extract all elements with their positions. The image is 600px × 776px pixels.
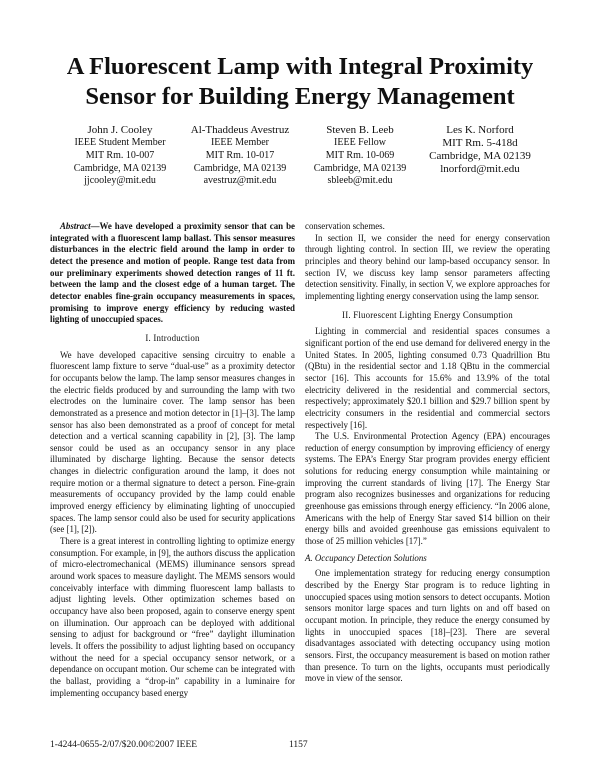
section-2-paragraph-2: The U.S. Environmental Protection Agency (EPA) encourages reduction of energy consumption by improving efficiency of energy systems. The EPA’s Energy Star program provides energy efficient solutions for reducing energy consumption while maintaining or improving the current standards of living [17]. The Energy Star program also recognizes businesses and organizations for reducing greenhouse gas emissions through energy efficiency. “In 2006 alone, Americans with the help of Energy Star saved $14 billion on their energy bills and avoided greenhouse gas emissions equivalent to those of 25 million vehicles [17].”	[305, 431, 550, 547]
author-room: MIT Rm. 10-007	[85, 149, 155, 161]
section-1-heading: I. Introduction	[145, 332, 200, 343]
author-name: Al-Thaddeus Avestruz	[190, 124, 290, 136]
author-email: sbleeb@mit.edu	[327, 175, 393, 187]
abstract	[50, 221, 295, 326]
author-city: Cambridge, MA 02139	[313, 162, 407, 174]
title-line-1: A Fluorescent Lamp with Integral Proximity	[66, 53, 534, 80]
author-name: John J. Cooley	[87, 124, 153, 136]
author-room: MIT Rm. 10-017	[205, 149, 275, 161]
author-affiliation: IEEE Fellow	[334, 137, 386, 148]
author-norford	[420, 124, 540, 176]
section-1-paragraph-1: We have developed capacitive sensing circuitry to enable a fluorescent lamp fixture to serve “dual-use” as a proximity detector for occupants below the lamp. The lamp sensor measures changes in the electric fields produced by and surrounding the lamp with two electrodes on the luminaire cover. The lamp sensor has been demonstrated as a presence and motion detector in [1]–[3]. The lamp sensor has also been demonstrated as a proof of concept for metal detection and a vertical scanning capability in [2], [3]. The lamp sensor could be used as an occupancy sensor in any place illuminated by discharge lighting. Because the sensor detects changes in dielectric configuration around the lamp, it does not require motion or a thermal signature to detect a person. Fine-grain measurements of occupancy provided by the lamp could enable improved energy efficiency by eliminating lighting of unoccupied spaces. The lamp sensor could also be used for security applications (see [1], [2]).	[50, 349, 295, 535]
author-city: Cambridge, MA 02139	[193, 162, 287, 174]
author-room: MIT Rm. 10-069	[325, 149, 395, 161]
author-room: MIT Rm. 5-418d	[442, 137, 518, 149]
abstract-text: —We have developed a proximity sensor that can be integrated with a fluorescent lamp ballast. This sensor measures disturbances in the electric field around the lamp in order to detect the presence and motion of people. Range test data from our preliminary experiments showed detection ranges of 11 ft. between the lamp and the closest edge of a human target. The detector enables fine-grain occupancy measurements in spaces, promising to improve energy efficiency by reducing wasted lighting of unoccupied spaces.	[50, 221, 295, 325]
paper-title	[40, 52, 560, 112]
right-column	[305, 221, 550, 685]
author-name: Steven B. Leeb	[326, 124, 394, 136]
author-email: jjcooley@mit.edu	[84, 175, 156, 187]
author-leeb	[300, 124, 420, 188]
subsection-a-heading: A. Occupancy Detection Solutions	[305, 552, 427, 563]
author-affiliation: IEEE Member	[210, 137, 270, 148]
author-email: avestruz@mit.edu	[203, 175, 277, 187]
author-avestruz	[180, 124, 300, 188]
subsection-a-paragraph-1: One implementation strategy for reducing energy consumption described by the Energy Star program is to reduce lighting in unoccupied spaces using motion sensors to detect occupants. Motion sensors monitor large spaces and turn lights on and off based on occupant motion. In principle, they reduce the energy consumed by lights in unoccupied spaces [18]–[23]. There are several disadvantages associated with detecting occupancy using motion sensors. First, the occupancy measurement is based on motion rather than presence. To turn on the lights, occupants must periodically move in view of the sensor.	[305, 568, 550, 684]
author-email: lnorford@mit.edu	[440, 163, 520, 175]
section-1-continuation: conservation schemes.	[305, 221, 385, 231]
author-cooley	[60, 124, 180, 188]
section-2-heading: II. Fluorescent Lighting Energy Consumption	[342, 309, 513, 320]
left-column	[50, 221, 295, 699]
author-city: Cambridge, MA 02139	[73, 162, 167, 174]
footer-copyright: 1-4244-0655-2/07/$20.00©2007 IEEE	[50, 740, 198, 750]
author-city: Cambridge, MA 02139	[429, 150, 531, 162]
footer-page-number: 1157	[289, 740, 308, 750]
author-name: Les K. Norford	[446, 124, 514, 136]
section-1-paragraph-3: In section II, we consider the need for energy conservation through lighting control. In section III, we review the operating principles and theory behind our lamp-based occupancy sensor. In section IV, we discuss key lamp sensor parameters affecting detection sensitivity. Finally, in section V, we explore approaches for implementing lighting energy conservation using the lamp sensor.	[305, 232, 550, 301]
title-line-2: Sensor for Building Energy Management	[85, 83, 515, 110]
abstract-label: Abstract	[60, 221, 91, 231]
section-1-paragraph-2: There is a great interest in controlling lighting to optimize energy consumption. For example, in [9], the authors discuss the application of micro-electromechanical (MEMS) illuminance sensors spread around work spaces to measure daylight. The MEMS sensors would conceivably interface with dimming fluorescent lamp ballasts to adjust lighting levels. Other optimization schemes based on occupancy have also been proposed, again to conserve energy spent on illumination. Our approach can be deployed with additional sensing to adjust for background or “free” daylight illumination levels. It offers the possibility to adjust lighting based on occupancy without the need for a special occupancy sensor network, or a dependance on occupant motion. Our scheme can be integrated with the ballast, providing a “drop-in” capability in a luminaire for implementing occupancy based energy	[50, 536, 296, 698]
section-2-paragraph-1: Lighting in commercial and residential spaces consumes a significant portion of the end use demand for delivered energy in the United States. In 2005, lighting consumed 0.73 Quadrillion Btu (QBtu) in the residential sector and 1.18 QBtu in the commercial sector [16]. This accounts for 15.6% and 13.9% of the total electricity delivered in the residential and commercial sectors, respectively; approximately $20.1 billion and $29.7 billion spent by electricity consumers in the residential and commercial sectors respectively [16].	[305, 326, 550, 430]
author-affiliation: IEEE Student Member	[74, 137, 166, 148]
